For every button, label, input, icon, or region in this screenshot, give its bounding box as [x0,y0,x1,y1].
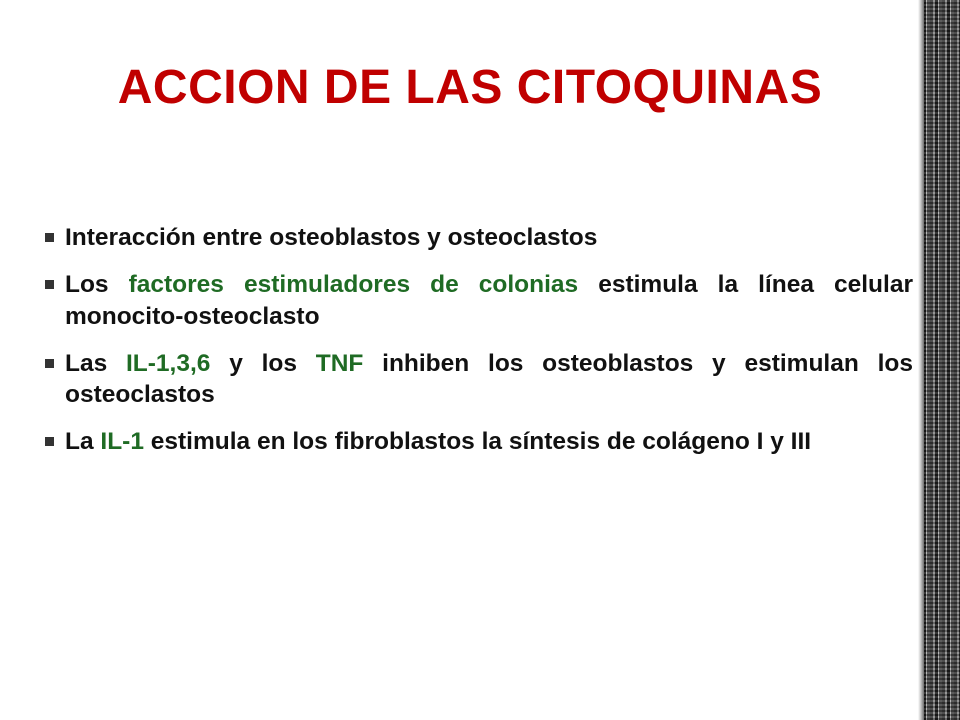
highlighted-term: IL-1,3,6 [125,349,211,377]
bullet-list [45,222,913,473]
highlighted-term: IL-1 [100,428,144,456]
square-bullet-icon [45,437,54,446]
square-bullet-icon [45,233,54,242]
square-bullet-icon [45,280,54,289]
bullet-item-3 [45,348,913,412]
bullet-item-2 [45,269,913,333]
bullet-text: La IL-1 estimula en los fibroblastos la síntesis de colágeno I y III [65,428,812,456]
bullet-item-4 [45,426,913,458]
bullet-text: Las IL-1,3,6 y los TNF inhiben los osteoblastos y estimulan los osteoclastos [65,349,913,409]
decorative-edge-texture [918,0,960,720]
bullet-text: Interacción entre osteoblastos y osteoclastos [65,224,598,251]
slide-title: ACCION DE LAS CITOQUINAS [117,61,823,114]
bullet-item-1 [45,222,913,254]
square-bullet-icon [45,359,54,368]
bullet-text: Los factores estimuladores de colonias estimula la línea celular monocito-osteoclasto [65,270,913,330]
highlighted-term: TNF [315,349,364,377]
highlighted-term: factores estimuladores de colonias [128,270,579,298]
